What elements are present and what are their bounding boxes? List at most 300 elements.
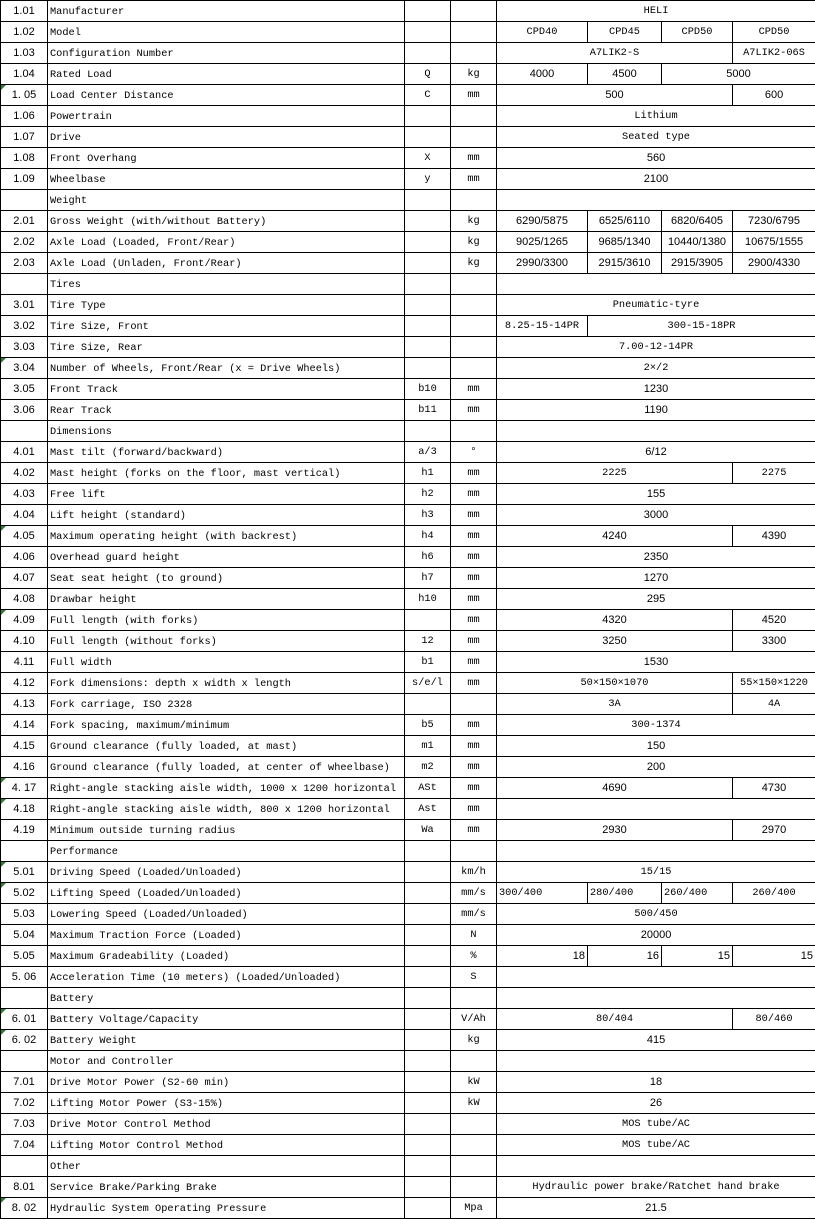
cell-marker-icon	[1, 1009, 6, 1014]
item-name	[48, 589, 405, 610]
item-name-text: Fork carriage, ISO 2328	[50, 699, 192, 711]
value-cell-text: 280/400	[590, 887, 633, 899]
value-cell	[588, 211, 662, 232]
cell-marker-icon	[1, 610, 6, 615]
item-name	[48, 736, 405, 757]
table-row	[1, 1, 815, 22]
row-number	[1, 1198, 48, 1219]
row-number	[1, 841, 48, 862]
row-number-text: 4.04	[13, 509, 34, 521]
unit-text: km/h	[461, 866, 486, 878]
value-cell	[497, 1114, 815, 1135]
symbol-text: b10	[418, 383, 437, 395]
value-cell	[497, 379, 815, 400]
value-cell	[662, 22, 733, 43]
symbol-text: h1	[421, 467, 433, 479]
row-number	[1, 610, 48, 631]
item-name-text: Drive Motor Control Method	[50, 1119, 211, 1131]
row-number	[1, 757, 48, 778]
unit-text: mm	[467, 404, 479, 416]
row-number-text: 4.16	[13, 761, 34, 773]
symbol	[405, 946, 451, 967]
row-number-text: 4.18	[13, 803, 34, 815]
symbol	[405, 148, 451, 169]
symbol-text: X	[424, 152, 430, 164]
value-cell-text: 295	[647, 593, 665, 605]
item-name	[48, 862, 405, 883]
unit	[451, 1156, 497, 1177]
item-name	[48, 1114, 405, 1135]
value-cell-text: 10675/1555	[745, 236, 803, 248]
value-cell-text: 21.5	[645, 1202, 666, 1214]
unit-text: mm	[467, 614, 479, 626]
item-name-text: Lift height (standard)	[50, 510, 186, 522]
unit	[451, 862, 497, 883]
item-name	[48, 211, 405, 232]
row-number-text: 5. 06	[12, 971, 36, 983]
item-name	[48, 610, 405, 631]
table-row	[1, 526, 815, 547]
table-row	[1, 1177, 815, 1198]
value-cell	[497, 1, 815, 22]
item-name	[48, 1009, 405, 1030]
symbol	[405, 589, 451, 610]
unit-text: mm	[467, 719, 479, 731]
value-cell-text: 500	[605, 89, 623, 101]
item-name-text: Drive	[50, 132, 81, 144]
unit-text: mm	[467, 782, 479, 794]
row-number	[1, 589, 48, 610]
symbol	[405, 1114, 451, 1135]
value-cell-text: 300/400	[499, 887, 542, 899]
value-cell	[733, 232, 815, 253]
item-name	[48, 232, 405, 253]
symbol	[405, 43, 451, 64]
unit	[451, 64, 497, 85]
cell-marker-icon	[1, 358, 6, 363]
value-cell	[733, 22, 815, 43]
table-row	[1, 925, 815, 946]
item-name	[48, 169, 405, 190]
item-name	[48, 127, 405, 148]
symbol	[405, 925, 451, 946]
symbol	[405, 274, 451, 295]
unit-text: mm	[467, 761, 479, 773]
value-cell-text: 10440/1380	[668, 236, 726, 248]
item-name	[48, 1156, 405, 1177]
table-row	[1, 64, 815, 85]
row-number-text: 4.13	[13, 698, 34, 710]
symbol	[405, 820, 451, 841]
item-name-text: Lifting Motor Control Method	[50, 1140, 223, 1152]
row-number-text: 1. 05	[12, 89, 36, 101]
unit-text: mm	[467, 530, 479, 542]
symbol	[405, 295, 451, 316]
table-row	[1, 799, 815, 820]
unit-text: %	[470, 950, 476, 962]
symbol	[405, 358, 451, 379]
value-cell-text: 15	[718, 950, 730, 962]
unit	[451, 337, 497, 358]
row-number-text: 1.08	[13, 152, 34, 164]
unit-text: mm	[467, 677, 479, 689]
value-cell	[497, 442, 815, 463]
value-cell-text: 6820/6405	[671, 215, 723, 227]
symbol-text: h4	[421, 530, 433, 542]
row-number-text: 3.03	[13, 341, 34, 353]
unit-text: °	[470, 446, 476, 458]
unit	[451, 379, 497, 400]
row-number	[1, 505, 48, 526]
symbol	[405, 1156, 451, 1177]
table-row	[1, 232, 815, 253]
unit	[451, 547, 497, 568]
item-name-text: Dimensions	[50, 426, 112, 438]
row-number-text: 5.03	[13, 908, 34, 920]
symbol	[405, 757, 451, 778]
unit	[451, 589, 497, 610]
symbol	[405, 967, 451, 988]
item-name-text: Ground clearance (fully loaded, at center of wheelbase)	[50, 762, 390, 774]
unit-text: mm	[467, 173, 479, 185]
table-row	[1, 1114, 815, 1135]
unit	[451, 190, 497, 211]
value-cell	[733, 694, 815, 715]
value-cell-text: 80/404	[596, 1013, 633, 1025]
unit	[451, 253, 497, 274]
row-number	[1, 253, 48, 274]
value-cell	[497, 421, 815, 442]
value-cell	[497, 253, 588, 274]
row-number-text: 3.06	[13, 404, 34, 416]
unit-text: kg	[467, 68, 479, 80]
value-cell	[497, 568, 815, 589]
symbol-text: Ast	[418, 803, 437, 815]
symbol	[405, 64, 451, 85]
table-row	[1, 610, 815, 631]
row-number	[1, 1, 48, 22]
value-cell	[497, 736, 815, 757]
table-row	[1, 484, 815, 505]
row-number-text: 4.06	[13, 551, 34, 563]
row-number	[1, 43, 48, 64]
unit-text: mm	[467, 656, 479, 668]
value-cell-text: 7230/6795	[748, 215, 800, 227]
table-row	[1, 295, 815, 316]
value-cell	[588, 64, 662, 85]
item-name-text: Right-angle stacking aisle width, 1000 x 1200 horizontal	[50, 783, 396, 795]
value-cell-text: 20000	[641, 929, 672, 941]
unit	[451, 148, 497, 169]
unit-text: mm	[467, 383, 479, 395]
symbol	[405, 862, 451, 883]
row-number	[1, 568, 48, 589]
symbol	[405, 1009, 451, 1030]
symbol-text: b11	[418, 404, 437, 416]
symbol	[405, 1072, 451, 1093]
symbol	[405, 1051, 451, 1072]
value-cell-text: Hydraulic power brake/Ratchet hand brake	[532, 1181, 779, 1193]
row-number-text: 7.01	[13, 1076, 34, 1088]
item-name-text: Tire Size, Front	[50, 321, 149, 333]
unit	[451, 421, 497, 442]
unit	[451, 505, 497, 526]
item-name-text: Gross Weight (with/without Battery)	[50, 216, 266, 228]
value-cell-text: MOS tube/AC	[622, 1118, 690, 1130]
item-name-text: Drawbar height	[50, 594, 137, 606]
item-name	[48, 1072, 405, 1093]
value-cell-text: 2×/2	[644, 362, 669, 374]
table-row	[1, 862, 815, 883]
unit-text: mm	[467, 551, 479, 563]
symbol	[405, 1030, 451, 1051]
unit	[451, 1030, 497, 1051]
table-row	[1, 85, 815, 106]
item-name-text: Weight	[50, 195, 87, 207]
item-name-text: Fork spacing, maximum/minimum	[50, 720, 229, 732]
row-number-text: 4.02	[13, 467, 34, 479]
item-name	[48, 337, 405, 358]
value-cell-text: 7.00-12-14PR	[619, 341, 693, 353]
row-number	[1, 22, 48, 43]
table-row	[1, 43, 815, 64]
row-number-text: 7.02	[13, 1097, 34, 1109]
symbol	[405, 1135, 451, 1156]
value-cell	[497, 106, 815, 127]
row-number-text: 2.02	[13, 236, 34, 248]
symbol	[405, 22, 451, 43]
value-cell-text: 6525/6110	[599, 215, 650, 227]
value-cell	[497, 1177, 815, 1198]
row-number	[1, 904, 48, 925]
unit	[451, 988, 497, 1009]
item-name	[48, 190, 405, 211]
item-name	[48, 715, 405, 736]
symbol	[405, 400, 451, 421]
table-row	[1, 757, 815, 778]
table-row	[1, 841, 815, 862]
item-name-text: Rated Load	[50, 69, 112, 81]
value-cell	[733, 85, 815, 106]
row-number	[1, 925, 48, 946]
item-name-text: Model	[50, 27, 81, 39]
symbol	[405, 715, 451, 736]
unit-text: mm	[467, 572, 479, 584]
row-number-text: 1.07	[13, 131, 34, 143]
symbol-text: h6	[421, 551, 433, 563]
value-cell-text: 18	[573, 950, 585, 962]
symbol-text: 12	[421, 635, 433, 647]
value-cell-text: 260/400	[664, 887, 707, 899]
table-row	[1, 505, 815, 526]
unit-text: kg	[467, 215, 479, 227]
value-cell-text: 3A	[608, 698, 620, 710]
cell-marker-icon	[1, 526, 6, 531]
item-name	[48, 106, 405, 127]
value-cell	[497, 169, 815, 190]
value-cell-text: 3000	[644, 509, 668, 521]
table-row	[1, 1072, 815, 1093]
symbol-text: h10	[418, 593, 437, 605]
row-number	[1, 1114, 48, 1135]
item-name-text: Maximum Traction Force (Loaded)	[50, 930, 242, 942]
item-name	[48, 358, 405, 379]
row-number	[1, 379, 48, 400]
unit	[451, 169, 497, 190]
unit-text: V/Ah	[461, 1013, 486, 1025]
row-number-text: 3.01	[13, 299, 34, 311]
symbol	[405, 505, 451, 526]
unit-text: mm	[467, 152, 479, 164]
value-cell	[497, 673, 733, 694]
item-name	[48, 652, 405, 673]
item-name-text: Battery Voltage/Capacity	[50, 1014, 198, 1026]
table-row	[1, 1030, 815, 1051]
row-number-text: 4.10	[13, 635, 34, 647]
value-cell	[497, 841, 815, 862]
value-cell	[497, 22, 588, 43]
symbol-text: Q	[424, 68, 430, 80]
value-cell	[497, 358, 815, 379]
item-name	[48, 1093, 405, 1114]
row-number	[1, 190, 48, 211]
value-cell	[733, 778, 815, 799]
table-row	[1, 589, 815, 610]
row-number	[1, 673, 48, 694]
item-name-text: Overhead guard height	[50, 552, 180, 564]
row-number	[1, 736, 48, 757]
value-cell-text: 2970	[762, 824, 786, 836]
value-cell-text: 4390	[762, 530, 786, 542]
unit-text: mm/s	[461, 908, 486, 920]
item-name-text: Ground clearance (fully loaded, at mast)	[50, 741, 297, 753]
row-number	[1, 778, 48, 799]
symbol	[405, 526, 451, 547]
cell-marker-icon	[1, 799, 6, 804]
value-cell	[497, 1198, 815, 1219]
value-cell	[733, 253, 815, 274]
symbol	[405, 631, 451, 652]
unit	[451, 232, 497, 253]
symbol	[405, 799, 451, 820]
item-name-text: Mast tilt (forward/backward)	[50, 447, 223, 459]
item-name	[48, 463, 405, 484]
item-name-text: Full width	[50, 657, 112, 669]
value-cell	[497, 1072, 815, 1093]
symbol	[405, 988, 451, 1009]
table-row	[1, 631, 815, 652]
item-name	[48, 988, 405, 1009]
symbol-text: s/e/l	[412, 677, 443, 689]
symbol-text: C	[424, 89, 430, 101]
unit	[451, 295, 497, 316]
unit-text: N	[470, 929, 476, 941]
value-cell-text: CPD50	[682, 26, 713, 38]
table-row	[1, 946, 815, 967]
unit	[451, 22, 497, 43]
row-number	[1, 358, 48, 379]
table-row	[1, 652, 815, 673]
table-row	[1, 148, 815, 169]
symbol	[405, 442, 451, 463]
item-name-text: Right-angle stacking aisle width, 800 x 1200 horizontal	[50, 804, 390, 816]
value-cell-text: 500/450	[634, 908, 677, 920]
value-cell	[497, 547, 815, 568]
unit	[451, 841, 497, 862]
value-cell-text: 9025/1265	[516, 236, 568, 248]
row-number	[1, 64, 48, 85]
value-cell-text: 200	[647, 761, 665, 773]
unit-text: kW	[467, 1097, 479, 1109]
cell-marker-icon	[1, 862, 6, 867]
table-row	[1, 337, 815, 358]
unit	[451, 757, 497, 778]
row-number-text: 4.07	[13, 572, 34, 584]
value-cell	[497, 820, 733, 841]
value-cell	[497, 1156, 815, 1177]
item-name	[48, 757, 405, 778]
unit-text: mm	[467, 803, 479, 815]
row-number	[1, 295, 48, 316]
value-cell-text: 415	[647, 1034, 665, 1046]
item-name	[48, 316, 405, 337]
unit	[451, 799, 497, 820]
unit	[451, 1198, 497, 1219]
table-row	[1, 316, 815, 337]
row-number-text: 4.11	[14, 656, 35, 668]
item-name-text: Motor and Controller	[50, 1056, 174, 1068]
row-number	[1, 169, 48, 190]
unit	[451, 925, 497, 946]
value-cell	[588, 253, 662, 274]
item-name	[48, 883, 405, 904]
table-row	[1, 694, 815, 715]
row-number-text: 4.12	[13, 677, 34, 689]
table-row	[1, 1156, 815, 1177]
symbol	[405, 316, 451, 337]
item-name	[48, 85, 405, 106]
value-cell-text: HELI	[644, 5, 669, 17]
cell-marker-icon	[1, 85, 6, 90]
value-cell	[733, 526, 815, 547]
value-cell-text: 1270	[644, 572, 668, 584]
table-row	[1, 169, 815, 190]
row-number	[1, 232, 48, 253]
unit	[451, 316, 497, 337]
unit-text: mm	[467, 740, 479, 752]
unit-text: mm	[467, 824, 479, 836]
symbol	[405, 106, 451, 127]
value-cell	[497, 400, 815, 421]
row-number-text: 4.19	[13, 824, 34, 836]
item-name	[48, 967, 405, 988]
value-cell-text: 150	[647, 740, 665, 752]
value-cell	[497, 127, 815, 148]
value-cell	[662, 232, 733, 253]
item-name-text: Service Brake/Parking Brake	[50, 1182, 217, 1194]
value-cell	[497, 778, 733, 799]
item-name-text: Driving Speed (Loaded/Unloaded)	[50, 867, 242, 879]
value-cell-text: 18	[650, 1076, 662, 1088]
value-cell	[733, 1009, 815, 1030]
symbol	[405, 841, 451, 862]
value-cell-text: 1230	[644, 383, 668, 395]
table-row	[1, 106, 815, 127]
table-row	[1, 1051, 815, 1072]
row-number	[1, 1177, 48, 1198]
item-name-text: Minimum outside turning radius	[50, 825, 235, 837]
row-number	[1, 1030, 48, 1051]
